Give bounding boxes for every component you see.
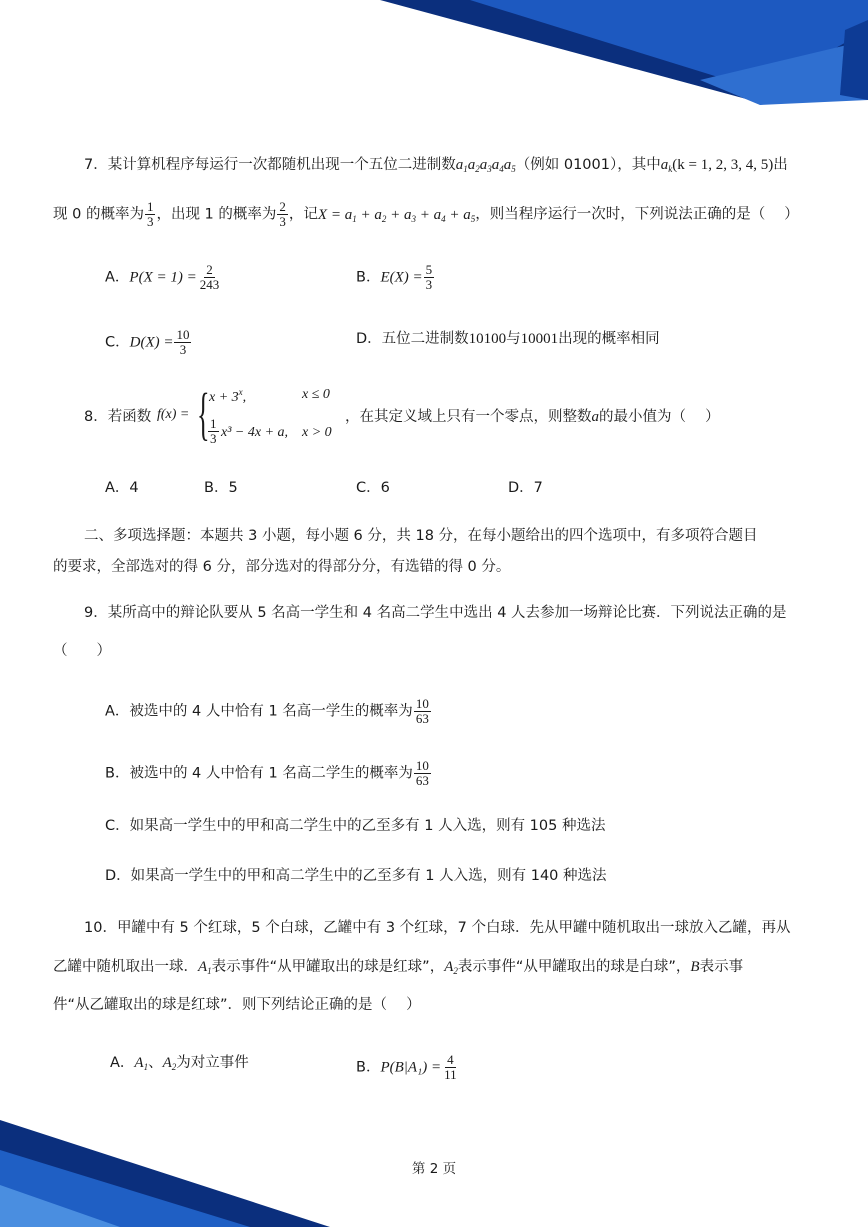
q9-option-b-frac: $\frac{10}{63}$ (415, 758, 429, 788)
q9-option-b[interactable] (105, 759, 432, 788)
q7-line1 (84, 155, 788, 179)
q10-b: B (690, 959, 700, 975)
q7-stem-a: 某计算机程序每运行一次都随机出现一个五位二进制数 (107, 157, 456, 173)
q7-line2-c: ，记 (288, 206, 318, 223)
q8-option-d[interactable]: D．7 (508, 480, 543, 496)
q10-option-a[interactable] (110, 1053, 249, 1077)
q9-option-d[interactable]: D．如果高一学生中的甲和高二学生中的乙至多有 1 人入选，则有 140 种选法 (105, 868, 607, 884)
q7-option-b[interactable] (356, 263, 435, 292)
q8-piecewise-function (147, 383, 347, 449)
q8-fx: f(x) = (157, 407, 190, 422)
q8-case2-frac: $\frac{1}{3}$ (210, 416, 217, 446)
q7-option-c[interactable] (105, 328, 192, 357)
q7-option-d-num1: 10100 (468, 331, 507, 347)
q8-var-a: a (591, 409, 599, 425)
q9-option-c[interactable]: C．如果高一学生中的甲和高二学生中的乙至多有 1 人入选，则有 105 种选法 (105, 818, 606, 834)
q7-option-c-expr: D(X) = (129, 334, 174, 351)
q7-line2-d: ，则当程序运行一次时，下列说法正确的是（ ） (475, 206, 799, 223)
q8-case1-cond: x ≤ 0 (302, 387, 330, 402)
q7-number: 7． (84, 157, 108, 173)
q7-k-set: (k = 1, 2, 3, 4, 5) (672, 157, 774, 173)
q7-x-definition: $X = a_1 + a_2 + a_3 + a_4 + a_5$ (317, 206, 476, 224)
q7-line2 (53, 200, 799, 229)
q10-option-a-sep: 、 (148, 1055, 163, 1071)
q7-option-d[interactable] (356, 329, 660, 349)
q10-line2-d: 表示事 (699, 959, 744, 975)
q7-option-c-frac: $\frac{10}{3}$ (176, 327, 190, 357)
q9-option-a-text: A．被选中的 4 人中恰有 1 名高一学生的概率为 (105, 703, 413, 720)
q10-line1: 10．甲罐中有 5 个红球，5 个白球，乙罐中有 3 个红球，7 个白球．先从甲罐中随机取出一球放入乙罐，再从 (84, 920, 791, 936)
q9-option-b-text: B．被选中的 4 人中恰有 1 名高二学生的概率为 (105, 765, 413, 782)
fraction-one-third: $\frac{1}{3}$ (146, 199, 154, 229)
q7-stem-b: 出 (773, 157, 788, 173)
q7-option-a-expr: P(X = 1) = (129, 269, 197, 286)
q8-number: 8． (84, 409, 108, 425)
q10-a1: $A_1$ (198, 959, 212, 976)
q8-case2-tail: x³ − 4x + a, (221, 425, 289, 440)
q8-stem-a: 若函数 (107, 409, 152, 425)
q8-stem-right (345, 407, 720, 427)
q10-line3: 件“从乙罐取出的球是红球”．则下列结论正确的是（ ） (53, 997, 421, 1013)
q10-line2-c: 表示事件“从甲罐取出的球是白球”， (457, 959, 691, 975)
q7-option-b-label: B． (356, 269, 381, 286)
q10-option-a-a1: $A_1$ (134, 1055, 149, 1072)
q8-stem-c: 的最小值为（ ） (599, 409, 720, 425)
q8-case2-cond: x > 0 (302, 425, 332, 440)
q7-option-d-num2: 10001 (520, 331, 559, 347)
q10-option-a-text: 为对立事件 (176, 1055, 249, 1071)
section2-line1: 二、多项选择题：本题共 3 小题，每小题 6 分，共 18 分，在每小题给出的四个选项中，有多项符合题目 (84, 528, 758, 544)
q10-line2-a: 乙罐中随机取出一球． (53, 959, 198, 975)
q7-option-d-text-c: 出现的概率相同 (558, 331, 660, 347)
q7-option-a-frac: $\frac{2}{243}$ (199, 262, 220, 292)
q8-option-b[interactable]: B．5 (204, 480, 238, 496)
page-number: 第 2 页 (411, 1161, 457, 1177)
q7-line2-a: 现 0 的概率为 (53, 206, 144, 223)
q8-stem-b: ，在其定义域上只有一个零点，则整数 (345, 409, 592, 425)
q7-ak: $a_k$ (660, 157, 673, 174)
q9-line1: 9．某所高中的辩论队要从 5 名高一学生和 4 名高二学生中选出 4 人去参加一场辩论比赛．下列说法正确的是 (84, 605, 787, 621)
q7-binary-sequence: $a_1a_2a_3a_4a_5$ (455, 157, 516, 174)
q8-option-a[interactable]: A．4 (105, 480, 139, 496)
q10-option-b-expr: P(B|A₁) = (380, 1059, 442, 1076)
q7-option-d-text-b: 与 (506, 331, 521, 347)
q10-a2: $A_2$ (444, 959, 458, 976)
q10-option-b-label: B． (356, 1059, 381, 1076)
q10-option-a-label: A． (110, 1055, 135, 1071)
q7-line2-b: ，出现 1 的概率为 (156, 206, 277, 223)
q7-example: （例如 01001），其中 (515, 157, 661, 173)
q7-option-c-label: C． (105, 334, 130, 351)
q7-option-a[interactable] (105, 263, 222, 292)
q10-line2-b: 表示事件“从甲罐取出的球是红球”， (211, 959, 445, 975)
q8-case1-expr: $x + 3^x$, (209, 387, 247, 405)
q7-option-d-label: D． (356, 331, 382, 347)
q8-option-c[interactable]: C．6 (356, 480, 390, 496)
q7-option-b-expr: E(X) = (380, 269, 423, 286)
q8-stem-left (84, 407, 151, 427)
q9-option-a-frac: $\frac{10}{63}$ (415, 696, 429, 726)
fraction-two-thirds: $\frac{2}{3}$ (279, 199, 286, 229)
q7-option-d-text-a: 五位二进制数 (381, 331, 469, 347)
q10-option-b-frac: $\frac{4}{11}$ (444, 1052, 457, 1082)
q10-option-a-a2: $A_2$ (162, 1055, 177, 1072)
q10-option-b[interactable] (356, 1053, 460, 1082)
section2-line2: 的要求，全部选对的得 6 分，部分选对的得部分分，有选错的得 0 分。 (53, 559, 511, 575)
q7-option-a-label: A． (105, 269, 130, 286)
q10-line2 (53, 957, 743, 981)
q9-paren: （ ） (53, 643, 111, 659)
q8-brace: { (197, 381, 210, 446)
q9-option-a[interactable] (105, 697, 432, 726)
q7-option-b-frac: $\frac{5}{3}$ (425, 262, 433, 292)
